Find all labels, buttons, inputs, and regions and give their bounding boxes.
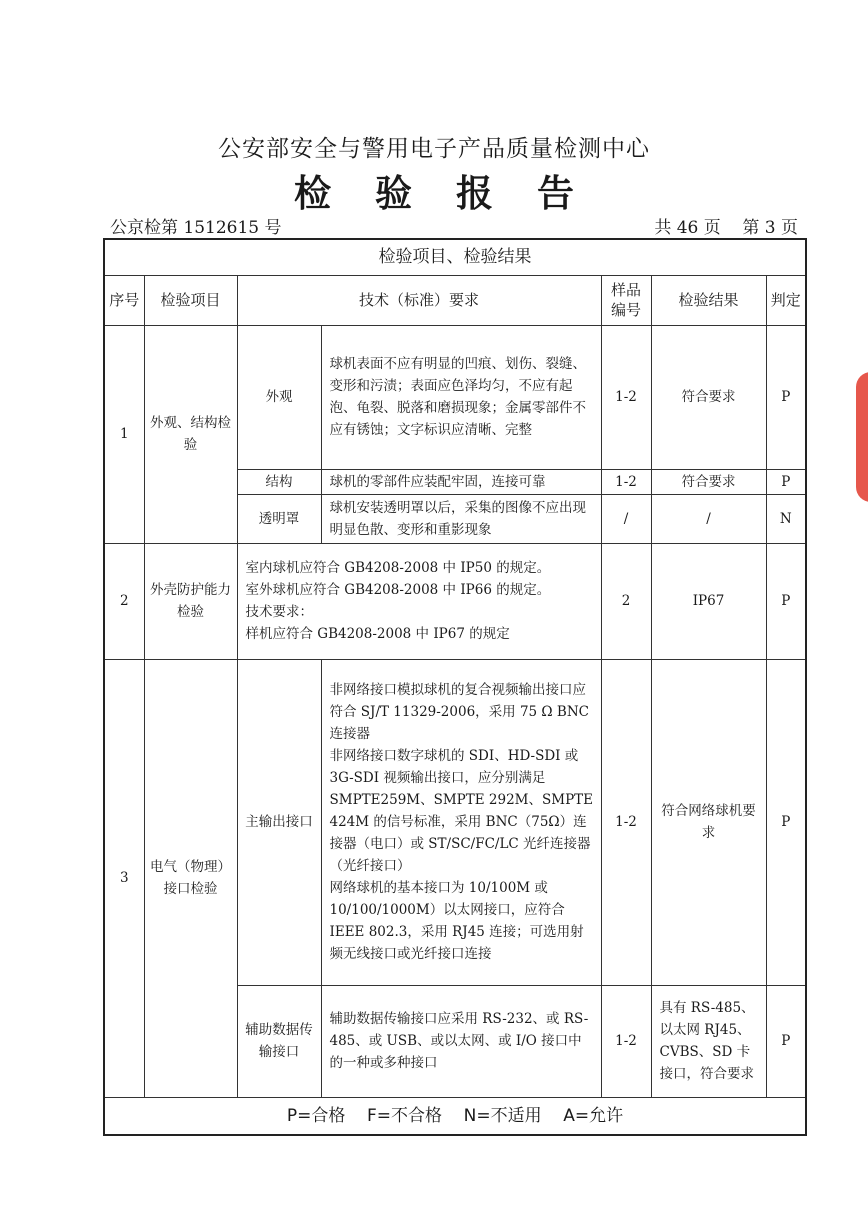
report-number: 公京检第 1512615 号 [110,218,282,238]
row1-sub2-verdict: P [766,469,806,494]
row3-seq: 3 [104,659,144,1097]
requirement-line: 室外球机应符合 GB4208-2008 中 IP66 的规定。 [245,582,551,598]
row1-sub2-requirement: 球机的零部件应装配牢固，连接可靠 [321,469,601,494]
row1-sub3-name: 透明罩 [237,494,321,543]
row3-sub2-sample: 1-2 [601,985,651,1097]
row2-result: IP67 [651,543,766,659]
row1-sub2-sample: 1-2 [601,469,651,494]
header-seq: 序号 [104,275,144,325]
row3-sub2-verdict: P [766,985,806,1097]
row2-sample: 2 [601,543,651,659]
row1-seq: 1 [104,325,144,543]
requirement-line: 样机应符合 GB4208-2008 中 IP67 的规定 [245,626,510,642]
row1-sub1-sample: 1-2 [601,325,651,469]
row1-sub1-verdict: P [766,325,806,469]
table-row [104,325,806,469]
row1-sub1-name: 外观 [237,325,321,469]
row1-sub2-result: 符合要求 [651,469,766,494]
requirement-line: 非网络接口数字球机的 SDI、HD-SDI 或 3G-SDI 视频输出接口，应分别满足 SMPTE259M、SMPTE 292M、SMPTE 424M 的信号标准，采用 BNC（75Ω）连接器（电口）或 ST/SC/FC/LC 光纤连接器（光纤接口） [329,748,594,874]
row3-sub1-sample: 1-2 [601,659,651,985]
red-seal-edge [856,372,868,502]
inspection-results-table [103,238,807,1136]
row3-sub2-requirement: 辅助数据传输接口应采用 RS-232、或 RS-485、或 USB、或以太网、或 I/O 接口中的一种或多种接口 [321,985,601,1097]
row1-sub1-result: 符合要求 [651,325,766,469]
row3-sub1-name: 主输出接口 [237,659,321,985]
row1-sub2-name: 结构 [237,469,321,494]
row3-sub2-result: 具有 RS-485、以太网 RJ45、CVBS、SD 卡接口，符合要求 [651,985,766,1097]
table-row [104,659,806,985]
report-title: 检验报告 [294,171,618,215]
requirement-line: 非网络接口模拟球机的复合视频输出接口应符合 SJ/T 11329-2006，采用 75 Ω BNC 连接器 [329,682,589,742]
requirement-line: 网络球机的基本接口为 10/100M 或 10/100/1000M）以太网接口，应符合 IEEE 802.3，采用 RJ45 连接；可选用射频无线接口或光纤接口连接 [329,880,584,962]
row3-sub1-verdict: P [766,659,806,985]
organization-title: 公安部安全与警用电子产品质量检测中心 [218,136,650,162]
row1-sub1-requirement: 球机表面不应有明显的凹痕、划伤、裂缝、变形和污渍；表面应色泽均匀，不应有起泡、龟裂、脱落和磨损现象；金属零部件不应有锈蚀；文字标识应清晰、完整 [321,325,601,469]
header-sample: 样品编号 [601,275,651,325]
header-verdict: 判定 [766,275,806,325]
row2-seq: 2 [104,543,144,659]
header-result: 检验结果 [651,275,766,325]
row2-requirement [237,543,601,659]
requirement-line: 技术要求： [245,604,313,620]
row2-verdict: P [766,543,806,659]
page-counter: 共 46 页 第 3 页 [654,218,798,238]
section-title: 检验项目、检验结果 [104,239,806,275]
row3-sub1-result: 符合网络球机要求 [651,659,766,985]
row1-sub3-result: / [651,494,766,543]
verdict-legend: P=合格 F=不合格 N=不适用 A=允许 [104,1097,806,1135]
row2-item: 外壳防护能力检验 [144,543,237,659]
row1-item: 外观、结构检验 [144,325,237,543]
header-requirement: 技术（标准）要求 [237,275,601,325]
row3-sub1-requirement [321,659,601,985]
row3-item: 电气（物理）接口检验 [144,659,237,1097]
header-item: 检验项目 [144,275,237,325]
table-row [104,543,806,659]
row1-sub3-verdict: N [766,494,806,543]
row1-sub3-sample: / [601,494,651,543]
row3-sub2-name: 辅助数据传输接口 [237,985,321,1097]
row1-sub3-requirement: 球机安装透明罩以后，采集的图像不应出现明显色散、变形和重影现象 [321,494,601,543]
requirement-line: 室内球机应符合 GB4208-2008 中 IP50 的规定。 [245,560,551,576]
